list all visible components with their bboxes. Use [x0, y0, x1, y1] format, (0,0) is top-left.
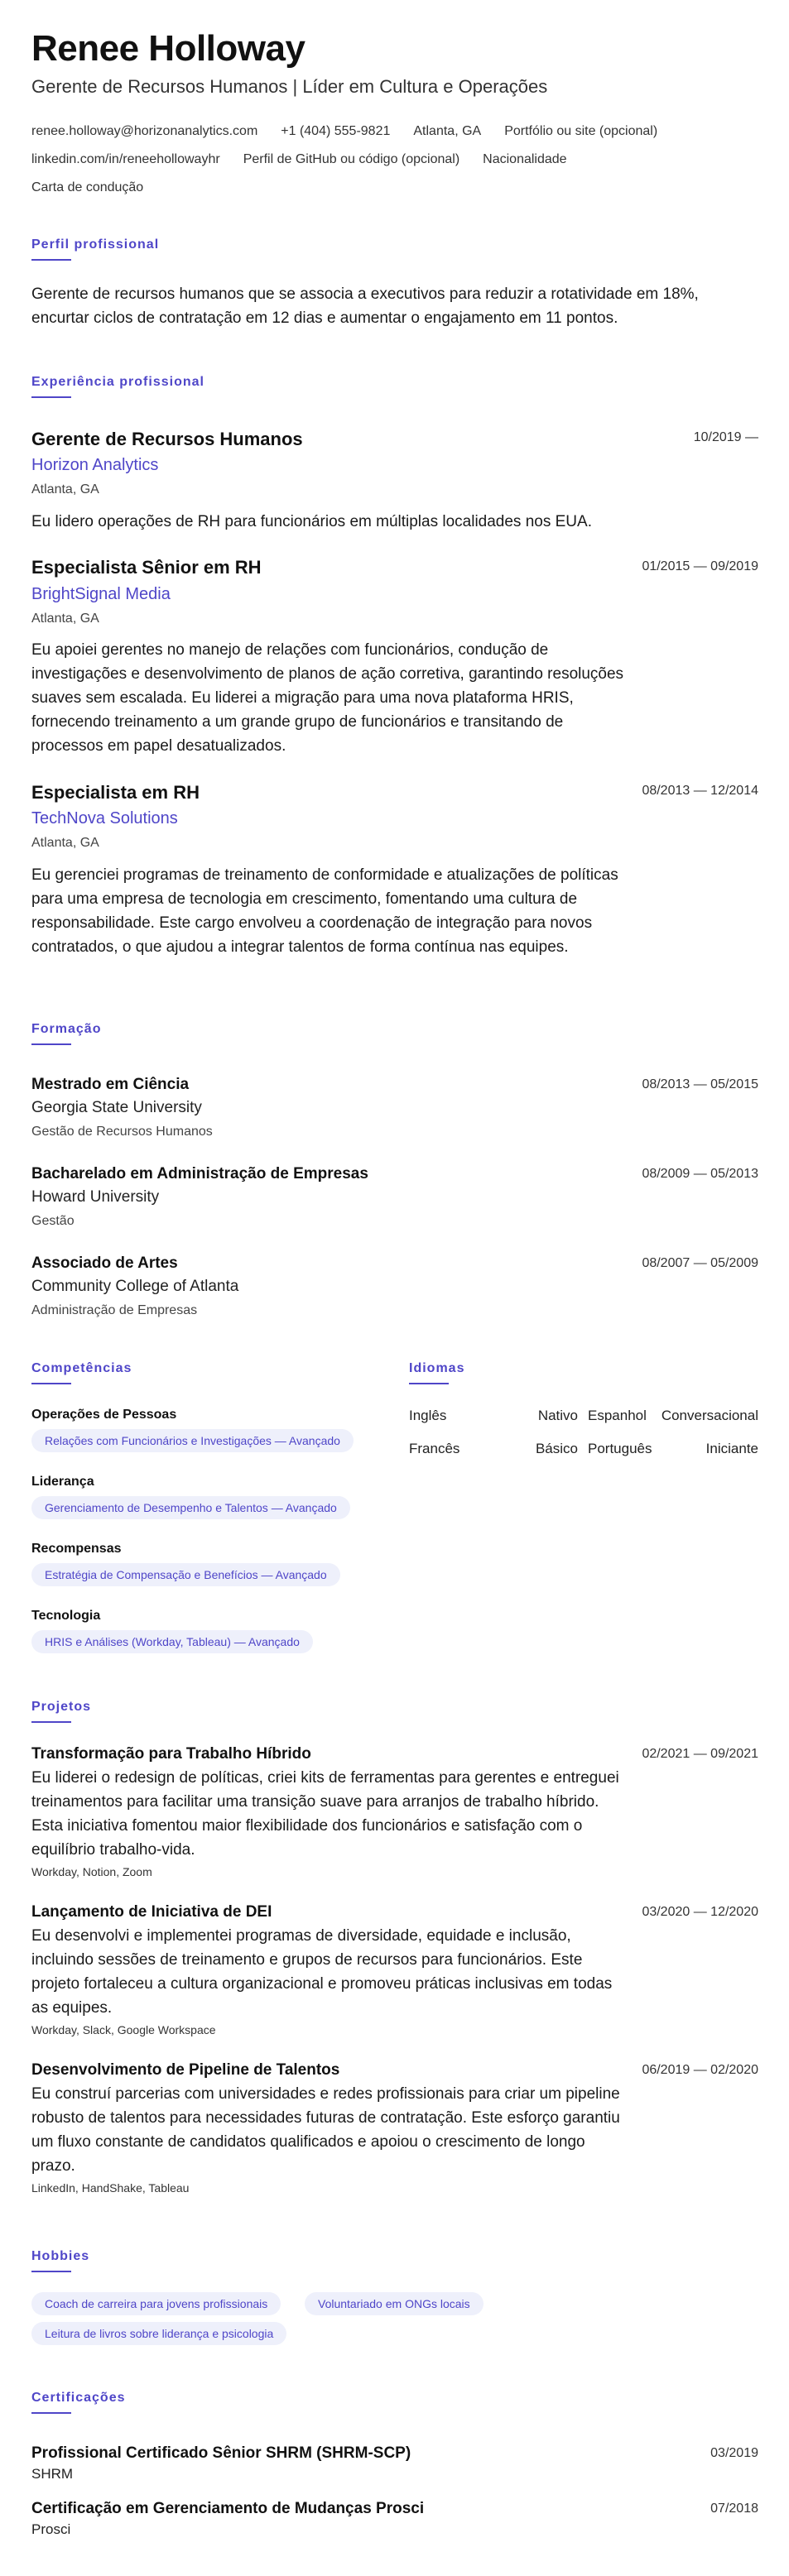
skill-category: Recompensas	[31, 1542, 122, 1556]
candidate-name: Renee Holloway	[31, 28, 305, 69]
section-title-hobbies: Hobbies	[31, 2249, 90, 2263]
section-title-skills: Competências	[31, 1361, 132, 1375]
education-degree: Bacharelado em Administração de Empresas	[31, 1165, 368, 1182]
education-field: Administração de Empresas	[31, 1303, 198, 1317]
contact-portfolio[interactable]: Portfólio ou site (opcional)	[504, 124, 658, 138]
job-location: Atlanta, GA	[31, 482, 99, 496]
education-school: Howard University	[31, 1188, 160, 1206]
contact-list	[31, 118, 760, 202]
section-title-languages: Idiomas	[409, 1361, 465, 1375]
job-description: Eu lidero operações de RH para funcionários em múltiplas localidades nos EUA.	[31, 513, 592, 530]
job-title: Gerente de Recursos Humanos	[31, 429, 303, 449]
education-school: Community College of Atlanta	[31, 1278, 239, 1295]
job-title: Especialista em RH	[31, 782, 200, 803]
education-degree: Associado de Artes	[31, 1254, 178, 1272]
project-date: 02/2021 — 09/2021	[642, 1747, 758, 1761]
job-company: TechNova Solutions	[31, 809, 178, 827]
project-description: Eu construí parcerias com universidades e redes profissionais para criar um pipeline robusto de talentos para necessidades futuras de contratação. Este esforço garantiu um fluxo constante de candidatos qualificados e apoiou o crescimento de longo prazo.	[31, 2085, 620, 2175]
skill-chip: Relações com Funcionários e Investigações — Avançado	[31, 1429, 354, 1452]
contact-github[interactable]: Perfil de GitHub ou código (opcional)	[243, 152, 460, 166]
education-date: 08/2007 — 05/2009	[642, 1256, 758, 1270]
contact-nationality: Nacionalidade	[483, 152, 567, 166]
job-description: Eu gerenciei programas de treinamento de conformidade e atualizações de políticas para uma empresa de tecnologia em crescimento, fomentando uma cultura de responsabilidade. Este cargo envolveu a coordenação de integração para novos contratados, o que ajudou a integrar talentos de forma contínua nas equipes.	[31, 866, 618, 956]
language-level: Nativo	[537, 1408, 578, 1423]
contact-location: Atlanta, GA	[413, 124, 482, 138]
hobby-chip: Voluntariado em ONGs locais	[305, 2292, 484, 2315]
hobby-chip: Leitura de livros sobre liderança e psicologia	[31, 2322, 286, 2345]
project-title: Desenvolvimento de Pipeline de Talentos	[31, 2061, 340, 2079]
contact-email[interactable]: renee.holloway@horizonanalytics.com	[31, 124, 258, 138]
section-title-profile: Perfil profissional	[31, 237, 160, 252]
contact-linkedin[interactable]: linkedin.com/in/reneehollowayhr	[31, 152, 220, 166]
job-company: BrightSignal Media	[31, 585, 171, 603]
project-title: Transformação para Trabalho Híbrido	[31, 1745, 311, 1763]
skill-chip: Gerenciamento de Desempenho e Talentos — Avançado	[31, 1496, 350, 1519]
hobby-chip: Coach de carreira para jovens profissionais	[31, 2292, 281, 2315]
certification-date: 03/2019	[710, 2446, 758, 2460]
education-degree: Mestrado em Ciência	[31, 1076, 190, 1093]
project-date: 06/2019 — 02/2020	[642, 2063, 758, 2077]
language-level: Conversacional	[661, 1408, 758, 1423]
job-description: Eu apoiei gerentes no manejo de relações com funcionários, condução de investigações e desenvolvimento de planos de ação corretiva, garantindo resoluções suaves sem escalada. Eu liderei a migração para uma nova plataforma HRIS, fornecendo treinamento a um grande grupo de funcionários e transitando de processos em papel desatualizados.	[31, 641, 624, 755]
skill-chip: HRIS e Análises (Workday, Tableau) — Avançado	[31, 1630, 313, 1653]
project-description: Eu desenvolvi e implementei programas de diversidade, equidade e inclusão, incluindo sessões de treinamento e grupos de recursos para funcionários. Este projeto fortaleceu a cultura organizacional e promoveu práticas inclusivas em todas as equipes.	[31, 1927, 613, 2017]
skill-category: Liderança	[31, 1475, 94, 1489]
contact-phone[interactable]: +1 (404) 555-9821	[281, 124, 391, 138]
headline: Gerente de Recursos Humanos | Líder em Cultura e Operações	[31, 76, 548, 97]
skill-chip: Estratégia de Compensação e Benefícios — Avançado	[31, 1563, 340, 1586]
contact-license: Carta de condução	[31, 180, 144, 194]
certification-org: SHRM	[31, 2466, 74, 2482]
skill-category: Tecnologia	[31, 1609, 101, 1623]
education-date: 08/2013 — 05/2015	[642, 1077, 758, 1091]
project-title: Lançamento de Iniciativa de DEI	[31, 1903, 272, 1921]
job-date: 10/2019 —	[693, 430, 758, 444]
certification-date: 07/2018	[710, 2502, 758, 2516]
education-date: 08/2009 — 05/2013	[642, 1167, 758, 1181]
language-name: Português	[588, 1441, 652, 1456]
job-title: Especialista Sênior em RH	[31, 557, 262, 578]
certification-name: Profissional Certificado Sênior SHRM (SHRM-SCP)	[31, 2444, 411, 2462]
section-title-education: Formação	[31, 1022, 102, 1036]
project-tech: Workday, Notion, Zoom	[31, 1865, 152, 1878]
project-tech: Workday, Slack, Google Workspace	[31, 2023, 216, 2036]
section-title-experience: Experiência profissional	[31, 375, 204, 389]
section-title-projects: Projetos	[31, 1700, 92, 1714]
job-company: Horizon Analytics	[31, 456, 159, 474]
certification-name: Certificação em Gerenciamento de Mudanças Prosci	[31, 2500, 425, 2517]
language-level: Básico	[535, 1441, 578, 1456]
language-name: Inglês	[409, 1408, 447, 1423]
language-name: Espanhol	[588, 1408, 647, 1423]
profile-summary: Gerente de recursos humanos que se associa a executivos para reduzir a rotatividade em 18%, encurtar ciclos de contratação em 12 dias e aumentar o engajamento em 11 pontos.	[31, 285, 699, 327]
job-location: Atlanta, GA	[31, 836, 99, 850]
job-date: 08/2013 — 12/2014	[642, 784, 758, 798]
project-description: Eu liderei o redesign de políticas, criei kits de ferramentas para gerentes e entreguei treinamentos para facilitar uma transição suave para arranjos de trabalho híbrido. Esta iniciativa fomentou maior flexibilidade dos funcionários e satisfação com o equilíbrio trabalho-vida.	[31, 1769, 619, 1859]
project-tech: LinkedIn, HandShake, Tableau	[31, 2181, 190, 2195]
section-title-certifications: Certificações	[31, 2391, 126, 2405]
job-location: Atlanta, GA	[31, 612, 99, 626]
project-date: 03/2020 — 12/2020	[642, 1905, 758, 1919]
education-school: Georgia State University	[31, 1099, 202, 1116]
education-field: Gestão de Recursos Humanos	[31, 1125, 213, 1139]
education-field: Gestão	[31, 1214, 75, 1228]
job-date: 01/2015 — 09/2019	[642, 559, 758, 573]
language-level: Iniciante	[705, 1441, 758, 1456]
certification-org: Prosci	[31, 2521, 71, 2537]
skill-category: Operações de Pessoas	[31, 1408, 177, 1422]
language-name: Francês	[409, 1441, 460, 1456]
